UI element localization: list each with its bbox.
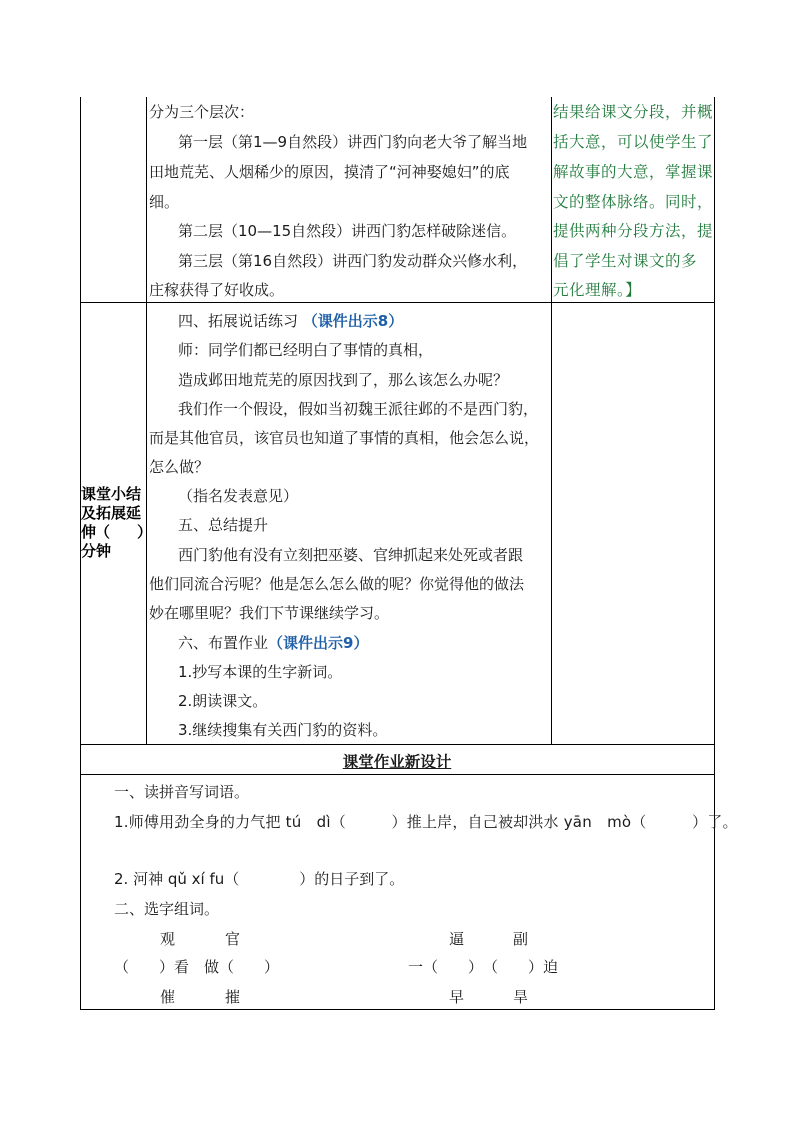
char-option: 催 [160,988,176,1006]
design-note-line: 提供两种分段方法，提 [553,222,714,240]
row-divider-2 [80,744,715,745]
lesson-text: 第二层（10—15自然段）讲西门豹怎样破除迷信。 [178,222,517,240]
design-note-line: 文的整体脉络。同时， [553,193,714,211]
col-divider-1 [146,97,147,744]
section-label: 伸（ ） [81,523,152,541]
char-option: 观 [160,930,176,948]
char-option: 摧 [225,988,241,1006]
lesson-text: 造成邺田地荒芜的原因找到了，那么该怎么办呢？ [178,371,509,389]
lesson-text: （指名发表意见） [178,487,299,505]
lesson-text: 第一层（第1—9自然段）讲西门豹向老大爷了解当地 [178,133,528,151]
question-item: 1.师傅用劲全身的力气把 tú dì（ ）推上岸，自己被却洪水 yān mò（ ）了。 [114,813,738,831]
char-option: 副 [513,930,529,948]
lesson-text: 西门豹他有没有立刻把巫婆、官绅抓起来处死或者跟 [178,546,524,564]
courseware-tag: （课件出示9） [268,634,369,652]
lesson-text: 妙在哪里呢？我们下节课继续学习。 [149,604,390,622]
heading-text: 四、拓展说话练习 [178,312,299,330]
word-blank-group: （ ）看 做（ ） [114,958,280,976]
question-heading: 二、选字组词。 [114,900,220,918]
char-option: 早 [449,988,465,1006]
table-bottom-border [80,1009,715,1010]
section-label: 及拓展延 [81,504,142,522]
lesson-text: 他们同流合污呢？他是怎么怎么做的呢？你觉得他的做法 [149,575,525,593]
lesson-text: 怎么做？ [149,458,210,476]
design-note-line: 结果给课文分段，并概 [553,103,714,121]
heading-text: 六、布置作业 [178,634,269,652]
lesson-text: 庄稼获得了好收成。 [149,281,285,299]
lesson-text: 分为三个层次： [149,103,255,121]
design-note-line: 解故事的大意，掌握课 [553,163,714,181]
char-option: 逼 [449,930,465,948]
char-option: 官 [225,930,241,948]
courseware-tag: （课件出示8） [302,312,404,330]
question-item: 2. 河神 qǔ xí fu（ ）的日子到了。 [114,870,405,888]
lesson-text: 师：同学们都已经明白了事情的真相， [178,341,434,359]
col-divider-2 [551,97,552,744]
word-blank-group: 一（ ） （ ）迫 [408,958,559,976]
lesson-text: 我们作一个假设，假如当初魏王派往邺的不是西门豹， [178,400,539,418]
homework-item: 3.继续搜集有关西门豹的资料。 [178,721,388,739]
char-option: 旱 [513,988,529,1006]
design-note-line: 倡了学生对课文的多 [553,252,698,270]
heading-extension-practice [178,307,403,336]
heading-summary: 五、总结提升 [178,516,269,534]
heading-assign-homework [178,629,368,658]
section-label: 课堂小结 [81,485,142,503]
lesson-text: 田地荒芜、人烟稀少的原因，摸清了“河神娶媳妇”的底 [149,163,510,181]
homework-design-title: 课堂作业新设计 [342,753,452,771]
lesson-text: 第三层（第16自然段）讲西门豹发动群众兴修水利， [178,252,528,270]
lesson-text: 而是其他官员，该官员也知道了事情的真相，他会怎么说， [149,429,540,447]
homework-item: 2.朗读课文。 [178,692,268,710]
design-note-line: 括大意，可以使学生了 [553,133,714,151]
section-label: 分钟 [81,542,112,560]
lesson-text: 细。 [149,193,180,211]
homework-item: 1.抄写本课的生字新词。 [178,663,343,681]
question-heading: 一、读拼音写词语。 [114,783,250,801]
design-note-line: 元化理解。】 [553,281,642,299]
